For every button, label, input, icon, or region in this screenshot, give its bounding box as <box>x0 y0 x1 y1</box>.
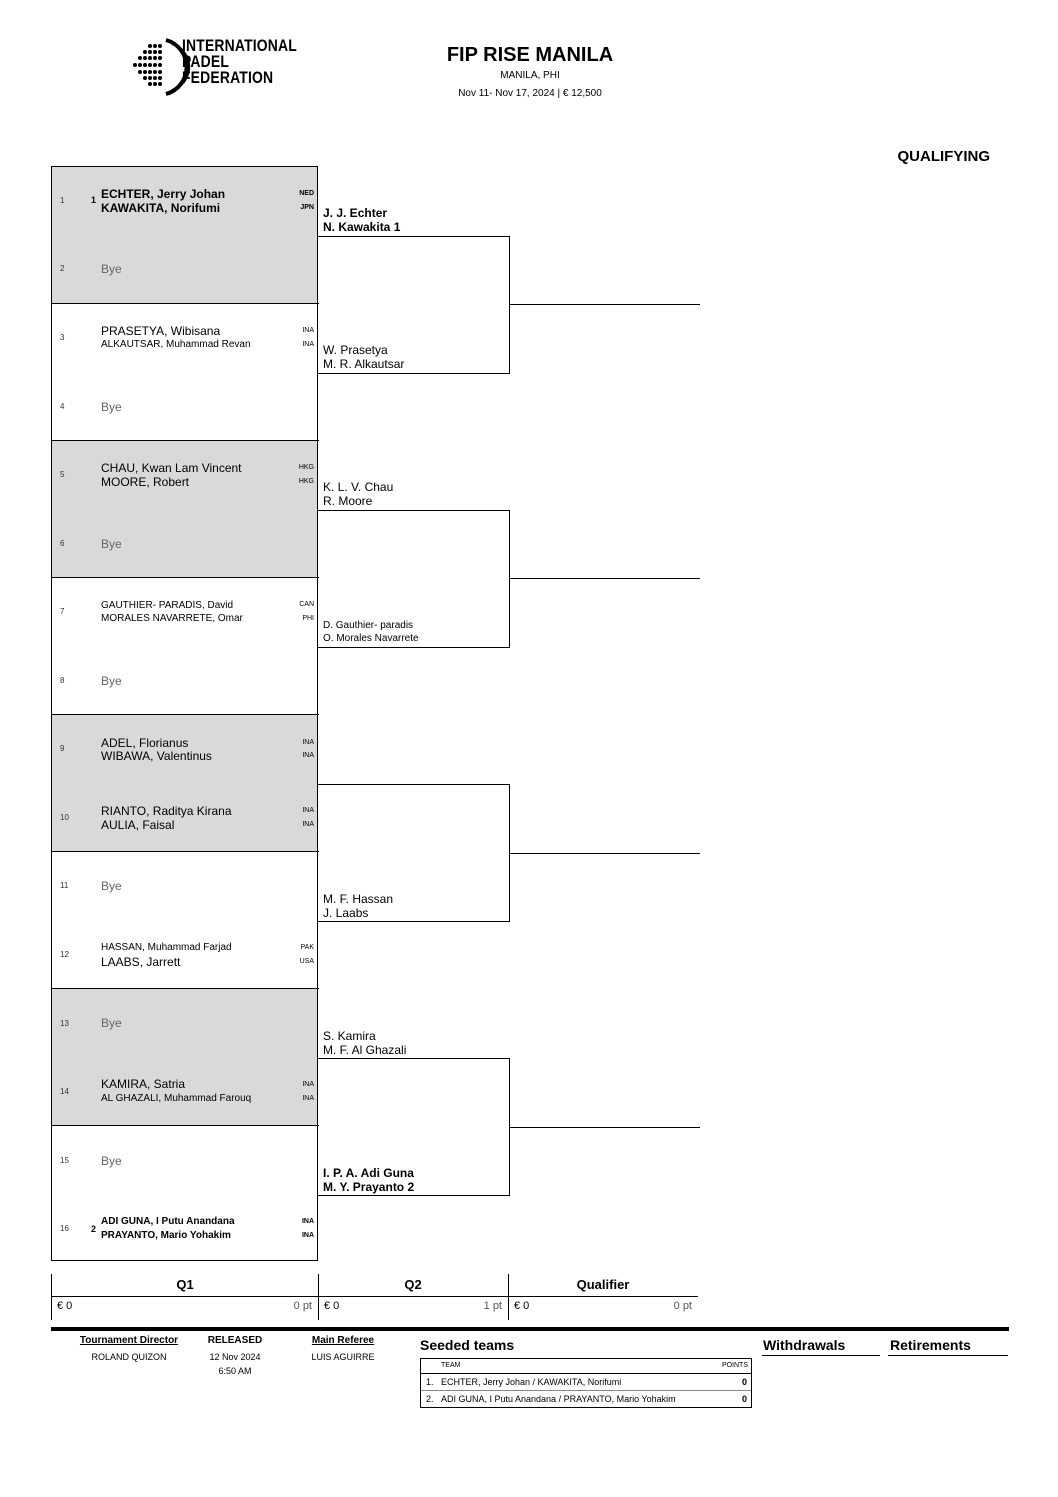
team-column-header: TEAM <box>441 1362 461 1369</box>
released-date: 12 Nov 2024 <box>209 1352 261 1362</box>
org-name: INTERNATIONAL PADEL FEDERATION <box>182 36 297 87</box>
player-name: ALKAUTSAR, Muhammad Revan <box>101 339 251 350</box>
round-points: 0 pt <box>673 1300 692 1312</box>
round-prize: € 0 <box>57 1300 73 1312</box>
bye-label: Bye <box>101 1154 122 1168</box>
table-header <box>421 1359 751 1374</box>
draw-slot <box>52 989 318 1057</box>
bracket-line <box>509 304 700 305</box>
withdrawals-rule <box>762 1355 880 1356</box>
bracket-line <box>509 1127 700 1128</box>
referee-name: LUIS AGUIRRE <box>311 1352 375 1362</box>
slot-number: 10 <box>60 813 69 822</box>
slot-number: 16 <box>60 1224 69 1233</box>
r2-team: K. L. V. Chau R. Moore <box>323 480 394 508</box>
player-name: AULIA, Faisal <box>101 818 175 832</box>
slot-number: 5 <box>60 470 65 479</box>
player-nation: PHI <box>302 615 314 622</box>
player-nation: INA <box>301 1232 314 1239</box>
r2-team: I. P. A. Adi Guna M. Y. Prayanto 2 <box>323 1166 415 1194</box>
player-name: MOORE, Robert <box>101 475 190 489</box>
slot-number: 4 <box>60 402 65 411</box>
bye-label: Bye <box>101 674 122 688</box>
player-nation: INA <box>302 752 314 759</box>
bracket-line <box>318 510 510 511</box>
draw-slot <box>52 715 318 783</box>
seed-team: ECHTER, Jerry Johan / KAWAKITA, Norifumi <box>441 1377 622 1387</box>
footer-rule <box>51 1327 1009 1331</box>
player-name: GAUTHIER- PARADIS, David <box>101 600 234 611</box>
retirements-title: Retirements <box>890 1337 971 1353</box>
bye-label: Bye <box>101 537 122 551</box>
player-name: HASSAN, Muhammad Farjad <box>101 942 232 953</box>
retirements-rule <box>888 1355 1008 1356</box>
bracket-line <box>509 578 700 579</box>
player-nation: INA <box>301 1218 314 1225</box>
bracket-line <box>318 784 510 785</box>
bracket-line <box>318 373 510 374</box>
slot-number: 15 <box>60 1156 69 1165</box>
player-name: CHAU, Kwan Lam Vincent <box>101 461 242 475</box>
player-nation: HKG <box>298 478 314 485</box>
draw-slot <box>52 1194 318 1262</box>
draw-slot <box>52 1057 318 1125</box>
player-nation: HKG <box>298 464 314 471</box>
round-points: 0 pt <box>293 1300 312 1312</box>
player-nation: NED <box>299 190 314 197</box>
bracket-line <box>509 236 510 374</box>
bracket-line <box>318 921 510 922</box>
bye-label: Bye <box>101 1016 122 1030</box>
round-prize: € 0 <box>324 1300 340 1312</box>
referee-label: Main Referee <box>311 1335 375 1346</box>
draw-slot <box>52 783 318 851</box>
round-prize: € 0 <box>514 1300 530 1312</box>
draw-slot <box>52 304 318 372</box>
seeded-teams-title: Seeded teams <box>420 1337 515 1353</box>
round-footer-line <box>51 1296 698 1297</box>
draw-slot <box>52 441 318 509</box>
player-nation: INA <box>302 807 314 814</box>
released-time: 6:50 AM <box>218 1366 252 1376</box>
draw-slot <box>52 509 318 577</box>
seed-number: 1 <box>91 195 97 205</box>
player-name: KAMIRA, Satria <box>101 1077 186 1091</box>
bye-label: Bye <box>101 262 122 276</box>
table-row <box>421 1374 751 1391</box>
player-name: LAABS, Jarrett <box>101 955 181 969</box>
r2-team: W. Prasetya M. R. Alkautsar <box>323 343 405 371</box>
player-nation: JPN <box>300 204 314 211</box>
bracket-line <box>318 647 510 648</box>
bracket-line <box>318 236 510 237</box>
seed-points: 0 <box>741 1394 747 1404</box>
released-label: RELEASED <box>207 1335 263 1346</box>
r2-team: J. J. Echter N. Kawakita 1 <box>323 206 401 234</box>
r2-team: D. Gauthier- paradis O. Morales Navarrete <box>323 620 419 644</box>
slot-number: 6 <box>60 539 65 548</box>
bracket-line <box>509 510 510 648</box>
draw-slot <box>52 235 318 303</box>
tournament-title: FIP RISE MANILA <box>446 44 614 66</box>
bracket-line <box>318 1058 510 1059</box>
bye-label: Bye <box>101 400 122 414</box>
seed-team: ADI GUNA, I Putu Anandana / PRAYANTO, Mario Yohakim <box>441 1394 676 1404</box>
tournament-location: MANILA, PHI <box>500 70 560 81</box>
player-nation: INA <box>302 821 314 828</box>
draw-section-title: QUALIFYING <box>897 148 990 165</box>
player-name: ADI GUNA, I Putu Anandana <box>101 1216 235 1227</box>
player-nation: INA <box>302 341 314 348</box>
table-row <box>421 1391 751 1407</box>
director-name: ROLAND QUIZON <box>91 1352 167 1362</box>
seed-number: 2 <box>91 1224 97 1234</box>
player-name: ECHTER, Jerry Johan <box>101 187 226 201</box>
player-nation: USA <box>299 958 314 965</box>
player-name: MORALES NAVARRETE, Omar <box>101 613 243 624</box>
player-nation: CAN <box>299 601 314 608</box>
bracket-line <box>509 853 700 854</box>
r2-team: S. Kamira M. F. Al Ghazali <box>323 1029 407 1057</box>
draw-slot <box>52 852 318 920</box>
draw-slot <box>52 372 318 440</box>
slot-number: 13 <box>60 1019 69 1028</box>
player-name: PRAYANTO, Mario Yohakim <box>101 1230 231 1241</box>
player-nation: INA <box>302 1095 314 1102</box>
player-nation: INA <box>302 739 314 746</box>
points-column-header: POINTS <box>721 1362 748 1369</box>
slot-number: 3 <box>60 333 65 342</box>
player-name: PRASETYA, Wibisana <box>101 324 221 338</box>
player-name: WIBAWA, Valentinus <box>101 749 212 763</box>
slot-number: 7 <box>60 607 65 616</box>
player-name: ADEL, Florianus <box>101 736 189 750</box>
bye-label: Bye <box>101 879 122 893</box>
seeded-teams-table <box>420 1358 752 1408</box>
round-points: 1 pt <box>483 1300 502 1312</box>
slot-number: 1 <box>60 196 65 205</box>
player-nation: INA <box>302 1081 314 1088</box>
draw-slot <box>52 578 318 646</box>
seed-index: 2. <box>426 1394 434 1404</box>
draw-slot <box>52 167 318 235</box>
bracket-line <box>318 1195 510 1196</box>
draw-slot <box>52 1126 318 1194</box>
r2-team: M. F. Hassan J. Laabs <box>323 892 394 920</box>
withdrawals-title: Withdrawals <box>763 1337 846 1353</box>
player-name: AL GHAZALI, Muhammad Farouq <box>101 1093 252 1104</box>
player-name: KAWAKITA, Norifumi <box>101 201 221 215</box>
draw-slot <box>52 920 318 988</box>
player-name: RIANTO, Raditya Kirana <box>101 804 232 818</box>
director-label: Tournament Director <box>79 1335 179 1346</box>
player-nation: PAK <box>300 944 314 951</box>
slot-number: 14 <box>60 1087 69 1096</box>
tournament-dates: Nov 11- Nov 17, 2024 | € 12,500 <box>458 88 602 99</box>
seed-index: 1. <box>426 1377 434 1387</box>
round-label-q1: Q1 <box>176 1277 194 1292</box>
slot-number: 2 <box>60 264 65 273</box>
slot-number: 9 <box>60 744 65 753</box>
round-label-qualifier: Qualifier <box>576 1277 630 1292</box>
slot-number: 11 <box>60 881 69 890</box>
slot-number: 12 <box>60 950 69 959</box>
slot-number: 8 <box>60 676 65 685</box>
draw-slot <box>52 646 318 714</box>
player-nation: INA <box>302 327 314 334</box>
seed-points: 0 <box>741 1377 747 1387</box>
round-label-q2: Q2 <box>404 1277 422 1292</box>
